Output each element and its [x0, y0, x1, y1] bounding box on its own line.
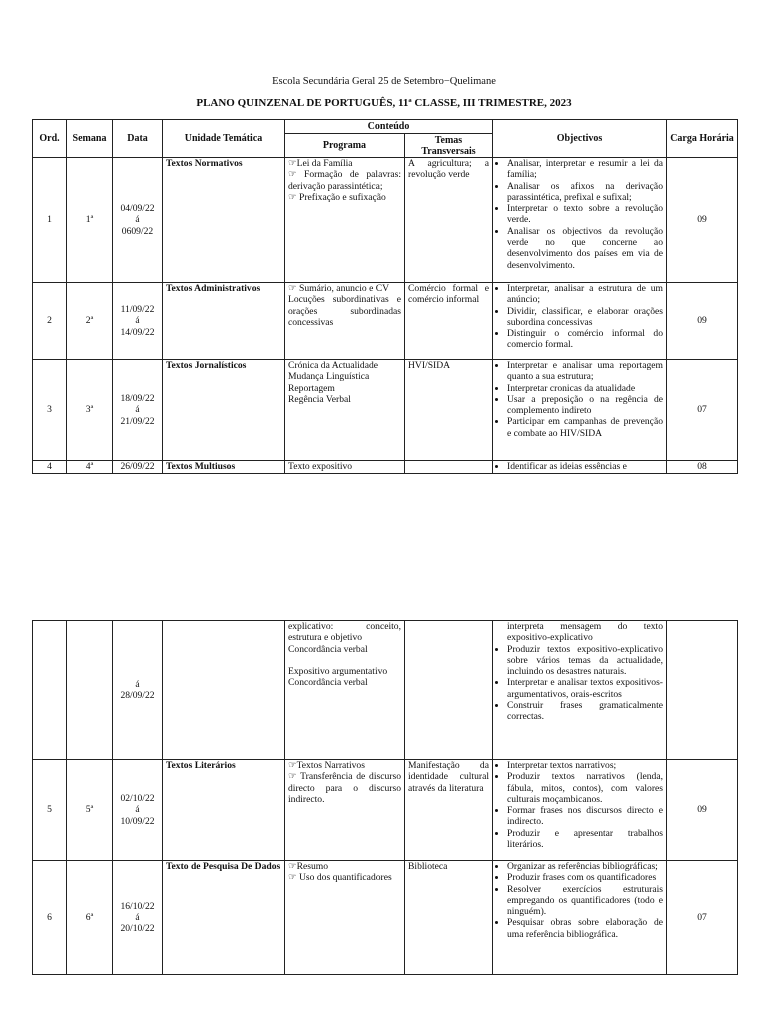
programa-line: Texto expositivo	[288, 461, 353, 472]
cell-temas	[405, 621, 493, 760]
cell-objectivos	[493, 283, 667, 360]
programa-line: Mudança Linguística	[288, 371, 370, 383]
header-programa: Programa	[285, 134, 405, 158]
cell-programa	[285, 861, 405, 975]
header-data: Data	[113, 120, 163, 158]
objectivo-item: • Identificar as ideias essências e	[507, 461, 663, 472]
cell-ord: 4	[33, 461, 67, 474]
objectivo-item: • Interpretar e analisar textos expositivos-argumentativos, orais-escritos	[507, 677, 663, 700]
date-line: á	[135, 911, 140, 923]
school-name: Escola Secundária Geral 25 de Setembro−Quelimane	[272, 76, 496, 87]
date-line: á	[135, 214, 140, 226]
cell-unidade: Textos Multiusos	[163, 461, 285, 474]
programa-line: ☞ Sumário, anuncio e CV	[288, 283, 390, 294]
programa-line: explicativo: conceito, estrutura e objetivo	[288, 621, 401, 644]
programa-line: Locuções subordinativas e orações subordinadas concessivas	[288, 294, 401, 328]
cell-ord: 1	[33, 158, 67, 283]
cell-semana: 6ª	[67, 861, 113, 975]
cell-unidade: Textos Normativos	[163, 158, 285, 283]
cell-data	[113, 760, 163, 861]
date-line: 02/10/22	[120, 793, 155, 805]
cell-unidade: Textos Jornalísticos	[163, 360, 285, 461]
cell-objectivos	[493, 760, 667, 861]
objectivo-item: • Interpretar o texto sobre a revolução verde.	[507, 203, 663, 226]
objectivo-item: • Participar em campanhas de prevenção e combate ao HIV/SIDA	[507, 416, 663, 439]
date-line: 21/09/22	[120, 415, 155, 427]
objectivo-item: • Interpretar cronicas da atualidade	[507, 383, 663, 394]
cell-data	[113, 621, 163, 760]
objectivo-item: • Usar a preposição o na regência de complemento indireto	[507, 394, 663, 417]
objectivo-item: • Produzir textos expositivo-explicativo sobre vários temas da actualidade, incluindo os desastres naturais.	[507, 644, 663, 678]
cell-objectivos	[493, 861, 667, 975]
date-line: 04/09/22	[120, 203, 155, 215]
objectivos-list	[496, 360, 663, 439]
plan-row	[33, 360, 738, 461]
programa-line: Concordância verbal	[288, 643, 368, 655]
date-line: 20/10/22	[120, 923, 155, 935]
cell-carga: 09	[667, 283, 738, 360]
date-line: á	[135, 404, 140, 416]
plan-row	[33, 283, 738, 360]
date-line: 26/09/22	[120, 461, 155, 473]
cell-temas: HVI/SIDA	[405, 360, 493, 461]
objectivo-item: • Pesquisar obras sobre elaboração de uma referência bibliográfica.	[507, 917, 663, 940]
programa-line: ☞ Formação de palavras: derivação parassintética;	[288, 169, 401, 192]
header-semana: Semana	[67, 120, 113, 158]
objectivos-list	[496, 158, 663, 271]
cell-programa	[285, 621, 405, 760]
cell-ord: 6	[33, 861, 67, 975]
date-line: 18/09/22	[120, 393, 155, 405]
objectivo-item: • Formar frases nos discursos directo e indirecto.	[507, 805, 663, 828]
cell-programa	[285, 760, 405, 861]
objectivo-item: • Interpretar, analisar a estrutura de um anúncio;	[507, 283, 663, 306]
objectivo-item: • Resolver exercícios estruturais empregando os quantificadores (todo e ninguém).	[507, 884, 663, 918]
cell-unidade: Textos Administrativos	[163, 283, 285, 360]
objectivos-list	[496, 461, 663, 472]
programa-line: ☞ Prefixação e sufixação	[288, 191, 386, 203]
programa-line	[288, 655, 401, 666]
cell-programa	[285, 283, 405, 360]
cell-semana: 5ª	[67, 760, 113, 861]
cell-objectivos	[493, 158, 667, 283]
objectivo-item: • Produzir frases com os quantificadores	[507, 872, 663, 883]
objectivo-item: • Construir frases gramaticalmente correctas.	[507, 700, 663, 723]
cell-data	[113, 360, 163, 461]
cell-ord: 5	[33, 760, 67, 861]
cell-semana: 2ª	[67, 283, 113, 360]
cell-temas: Manifestação da identidade cultural através da literatura	[405, 760, 493, 861]
cell-data	[113, 283, 163, 360]
objectivo-item: • Dividir, classificar, e elaborar orações subordina concessivas	[507, 306, 663, 329]
programa-line: ☞ Transferência de discurso directo para o discurso indirecto.	[288, 771, 401, 805]
header-objectivos: Objectivos	[493, 120, 667, 158]
programa-line: Concordância verbal	[288, 677, 368, 689]
cell-temas: A agricultura; a revolução verde	[405, 158, 493, 283]
date-line: 28/09/22	[120, 690, 155, 701]
header-carga: Carga Horária	[667, 120, 738, 158]
plan-table-page-2	[32, 620, 738, 975]
cell-temas	[405, 461, 493, 474]
cell-semana: 3ª	[67, 360, 113, 461]
objectivo-item: • Interpretar e analisar uma reportagem quanto a sua estrutura;	[507, 360, 663, 383]
objectivo-item: • Organizar as referências bibliográficas;	[507, 861, 663, 872]
plan-row	[33, 861, 738, 975]
programa-line: ☞Resumo	[288, 861, 329, 872]
date-line: á	[135, 804, 140, 816]
objectivo-item: • Produzir e apresentar trabalhos literários.	[507, 828, 663, 851]
date-line: 10/09/22	[120, 815, 155, 827]
date-line: á	[135, 678, 140, 690]
date-line: 11/09/22	[120, 304, 155, 316]
document-title: PLANO QUINZENAL DE PORTUGUÊS, 11ª CLASSE, III TRIMESTRE, 2023	[196, 97, 572, 109]
objectivo-item: • Analisar, interpretar e resumir a lei da família;	[507, 158, 663, 181]
objectivo-item: • Analisar os objectivos da revolução verde no que concerne ao desenvolvimento dos países em via de desenvolvimento.	[507, 226, 663, 271]
date-line: á	[135, 315, 140, 327]
objectivos-list	[496, 644, 663, 723]
programa-line: Regência Verbal	[288, 393, 351, 405]
objectivo-item: • Interpretar textos narrativos;	[507, 760, 663, 771]
plan-row	[33, 760, 738, 861]
cell-temas: Biblioteca	[405, 861, 493, 975]
programa-line: ☞Lei da Família	[288, 158, 353, 169]
plan-table-page-1	[32, 119, 738, 474]
header-ord: Ord.	[33, 120, 67, 158]
cell-ord: 2	[33, 283, 67, 360]
objectivos-list	[496, 861, 663, 940]
programa-line: ☞ Uso dos quantificadores	[288, 872, 392, 884]
objectivo-item: • Produzir textos narrativos (lenda, fábula, mitos, contos), com valores culturais moçambicanos.	[507, 771, 663, 805]
date-line: 14/09/22	[120, 326, 155, 338]
header-temas: Temas Transversais	[405, 134, 493, 158]
programa-line: ☞Textos Narrativos	[288, 760, 365, 771]
plan-row	[33, 158, 738, 283]
cell-semana	[67, 621, 113, 760]
cell-unidade: Texto de Pesquisa De Dados	[163, 861, 285, 975]
objectivos-lead: interpreta mensagem do texto expositivo-explicativo	[507, 621, 663, 644]
cell-semana: 4ª	[67, 461, 113, 474]
objectivos-list	[496, 283, 663, 351]
header-unidade: Unidade Temática	[163, 120, 285, 158]
date-line: 16/10/22	[120, 900, 155, 912]
objectivos-list	[496, 760, 663, 850]
cell-carga: 09	[667, 158, 738, 283]
cell-data	[113, 461, 163, 474]
cell-data	[113, 158, 163, 283]
cell-unidade	[163, 621, 285, 760]
cell-objectivos	[493, 621, 667, 760]
cell-carga	[667, 621, 738, 760]
cell-unidade: Textos Literários	[163, 760, 285, 861]
header-conteudo: Conteúdo	[285, 120, 493, 134]
cell-objectivos	[493, 360, 667, 461]
cell-programa	[285, 461, 405, 474]
cell-programa	[285, 360, 405, 461]
plan-row	[33, 461, 738, 474]
date-line: 0609/22	[121, 225, 154, 237]
cell-semana: 1ª	[67, 158, 113, 283]
cell-carga: 07	[667, 861, 738, 975]
cell-temas: Comércio formal e comércio informal	[405, 283, 493, 360]
programa-line: Reportagem	[288, 382, 335, 394]
cell-objectivos	[493, 461, 667, 474]
plan-row	[33, 621, 738, 760]
programa-line: Expositivo argumentativo	[288, 666, 388, 678]
cell-ord: 3	[33, 360, 67, 461]
cell-data	[113, 861, 163, 975]
cell-carga: 09	[667, 760, 738, 861]
cell-carga: 07	[667, 360, 738, 461]
cell-ord	[33, 621, 67, 760]
cell-programa	[285, 158, 405, 283]
objectivo-item: • Distinguir o comércio informal do comercio formal.	[507, 328, 663, 351]
cell-carga: 08	[667, 461, 738, 474]
objectivo-item: • Analisar os afixos na derivação parassintética, prefixal e sufixal;	[507, 181, 663, 204]
programa-line: Crónica da Actualidade	[288, 360, 379, 371]
